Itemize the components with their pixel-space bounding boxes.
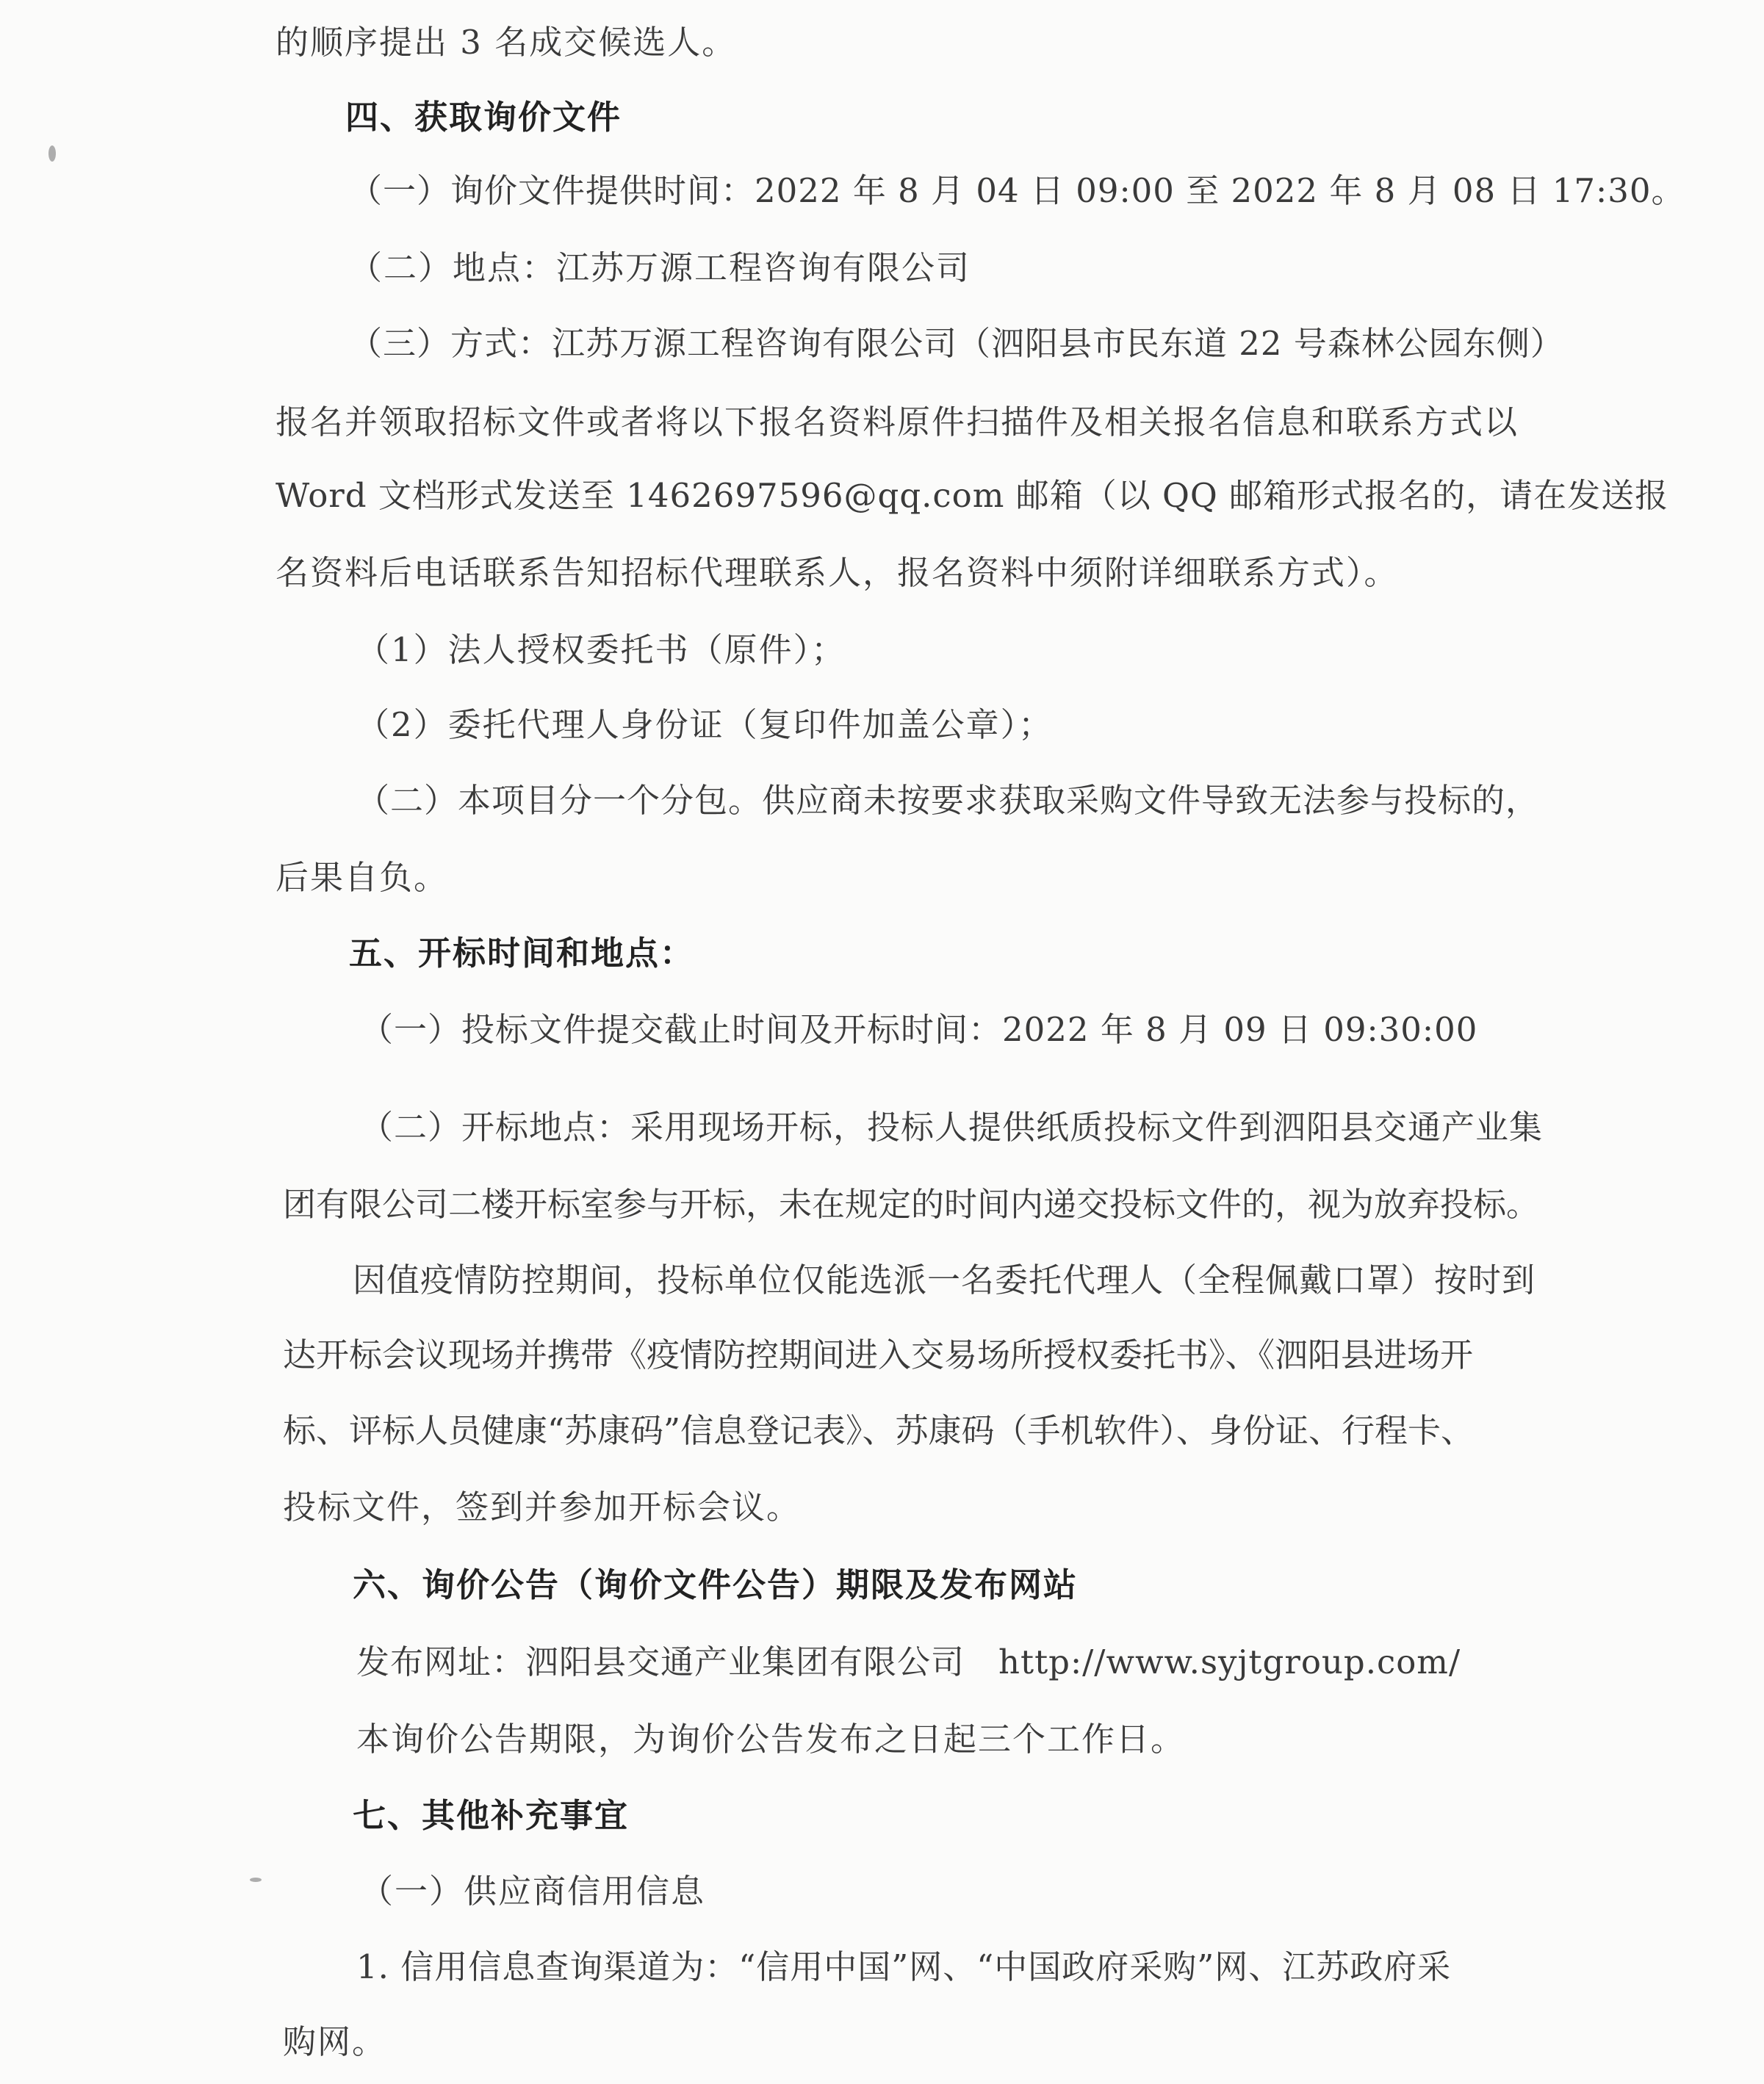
body-line: 达开标会议现场并携带《疫情防控期间进入交易场所授权委托书》、《泗阳县进场开 (283, 1335, 1474, 1374)
body-line: 名资料后电话联系告知招标代理联系人，报名资料中须附详细联系方式）。 (276, 553, 1399, 592)
section-heading: 七、其他补充事宜 (353, 1796, 630, 1835)
body-line: 购网。 (283, 2022, 387, 2061)
body-line: 团有限公司二楼开标室参与开标，未在规定的时间内递交投标文件的，视为放弃投标。 (283, 1185, 1540, 1224)
body-line: 投标文件，签到并参加开标会议。 (283, 1488, 802, 1526)
body-line: 后果自负。 (276, 858, 449, 897)
body-line: （一）投标文件提交截止时间及开标时间：2022 年 8 月 09 日 09:30:00 (360, 1010, 1478, 1049)
body-line: （2）委托代理人身份证（复印件加盖公章）； (356, 705, 1054, 744)
scan-speck (250, 1878, 262, 1882)
body-line: 发布网址：泗阳县交通产业集团有限公司 http://www.syjtgroup.com/ (356, 1643, 1461, 1681)
section-heading: 五、开标时间和地点： (349, 934, 695, 973)
section-heading: 六、询价公告（询价文件公告）期限及发布网站 (353, 1565, 1079, 1604)
body-line: （三）方式：江苏万源工程咨询有限公司（泗阳县市民东道 22 号森林公园东侧） (349, 324, 1564, 363)
body-line: 1. 信用信息查询渠道为：“信用中国”网、“中国政府采购”网、江苏政府采 (356, 1947, 1452, 1986)
body-line: （一）询价文件提供时间：2022 年 8 月 04 日 09:00 至 2022 年 8 月 08 日 17:30。 (349, 171, 1685, 210)
body-line: （二）本项目分一个分包。供应商未按要求获取采购文件导致无法参与投标的， (356, 781, 1540, 820)
body-line: 报名并领取招标文件或者将以下报名资料原件扫描件及相关报名信息和联系方式以 (276, 403, 1519, 441)
section-heading: 四、获取询价文件 (345, 98, 622, 137)
body-line: Word 文档形式发送至 1462697596@qq.com 邮箱（以 QQ 邮箱形式报名的，请在发送报 (276, 476, 1669, 515)
body-line: 本询价公告期限，为询价公告发布之日起三个工作日。 (356, 1720, 1186, 1759)
scan-speck (48, 145, 56, 162)
body-line: 标、评标人员健康“苏康码”信息登记表》、苏康码（手机软件）、身份证、行程卡、 (283, 1411, 1475, 1450)
body-line: （二）地点：江苏万源工程咨询有限公司 (349, 248, 971, 287)
body-line: （1）法人授权委托书（原件）； (356, 630, 846, 669)
body-line: 的顺序提出 3 名成交候选人。 (276, 23, 737, 62)
body-line: 因值疫情防控期间，投标单位仅能选派一名委托代理人（全程佩戴口罩）按时到 (353, 1261, 1536, 1299)
body-line: （一）供应商信用信息 (360, 1872, 706, 1911)
body-line: （二）开标地点：采用现场开标，投标人提供纸质投标文件到泗阳县交通产业集 (360, 1108, 1544, 1147)
